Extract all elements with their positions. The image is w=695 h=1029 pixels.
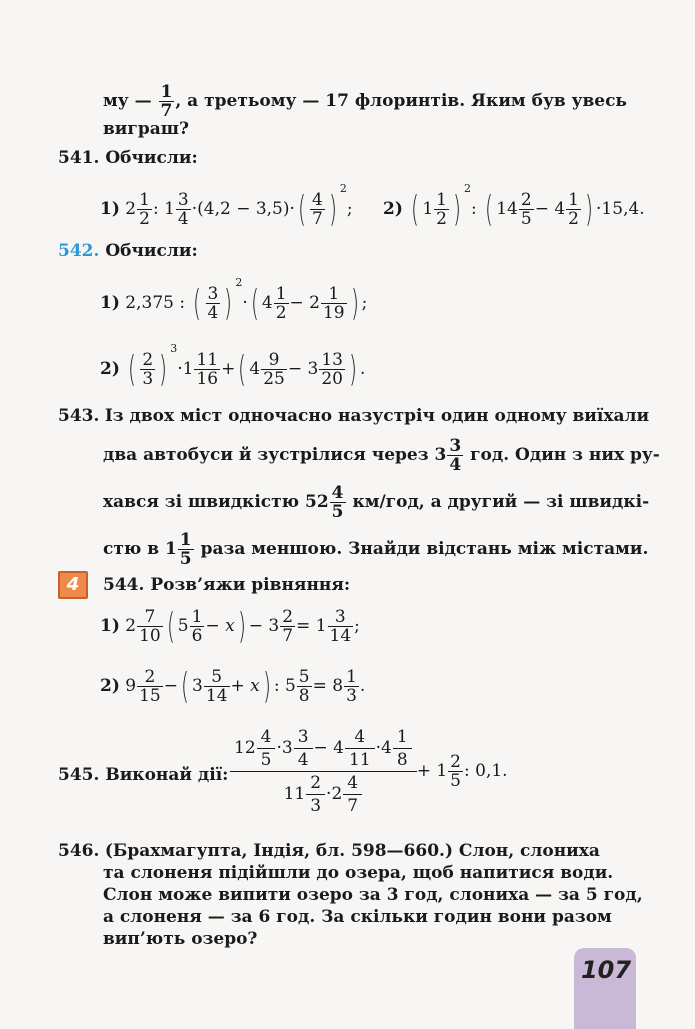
prev-line2: виграш? <box>103 119 189 139</box>
problem-543-line4: стю в 1 $\frac{1}{5}$ раза меншою. Знайди відстань між містами. <box>103 530 649 569</box>
problem-543-line1: 543. Із двох міст одночасно назустріч один одному виїхали <box>58 406 650 426</box>
expr-544-1: 1) 2 $\frac{7}{10}$ ( 5 $\frac{1}{6}$ − x) − 3 $\frac{2}{7}$ = 1 $\frac{3}{14}$ ; <box>100 605 360 647</box>
problem-546-line1: 546. (Брахмагупта, Індія, бл. 598—660.) Слон, слониха <box>58 841 600 861</box>
expr-542-1: 1) 2,375 : ( $\frac{3}{4}$ ) $^2$·( 4 $\frac{1}{2}$ − 2 $\frac{1}{19}$ ) ; <box>100 276 368 324</box>
expr-545: 12 $\frac{4}{5}$ ·3 $\frac{3}{4}$ − 4 $\frac{4}{11}$ ·4 $\frac{1}{8}$ 11 $\frac{2}{3}$ ·2 $\frac{4}{7}$ + 1 $\frac{2}{5}$ : 0,1. <box>230 728 508 815</box>
problem-544-header: 544. Розв’яжи рівняння: <box>103 575 351 595</box>
problem-545-header: 545. Виконай дії: <box>58 765 229 785</box>
fraction: $\frac{1}{7}$ <box>160 82 173 121</box>
problem-546-line2: та слоненя підійшли до озера, щоб напитися води. <box>103 863 614 883</box>
problem-546-line4: а слоненя — за 6 год. За скільки годин вони разом <box>103 907 612 927</box>
expr-541-2: 2) ( 1 $\frac{1}{2}$ ) $^2$: ( 14 $\frac{2}{5}$ − 4 $\frac{1}{2}$ ) ·15,4. <box>383 182 645 230</box>
problem-546-line5: вип’ють озеро? <box>103 929 258 949</box>
problem-543-line3: хався зі швидкістю 52 $\frac{4}{5}$ км/год, а другий — зі швидкі- <box>103 483 650 522</box>
prev-line1: му — $\frac{1}{7}$ , а третьому — 17 флоринтів. Яким був увесь <box>103 82 627 121</box>
expr-542-2: 2) ( $\frac{2}{3}$ ) $^3$·1 $\frac{11}{16}$ +( 4 $\frac{9}{25}$ − 3 $\frac{13}{20}$ ) . <box>100 342 366 390</box>
problem-542-header: 542. Обчисли: <box>58 241 198 261</box>
expr-544-2: 2) 9 $\frac{2}{15}$ −( 3 $\frac{5}{14}$ + x) : 5 $\frac{5}{8}$ = 8 $\frac{1}{3}$ . <box>100 665 366 707</box>
problem-543-line2: два автобуси й зустрілися через 3 $\frac{3}{4}$ год. Один з них ру- <box>103 436 660 475</box>
level-badge: 4 <box>58 571 88 599</box>
problem-546-line3: Слон може випити озеро за 3 год, слониха — за 5 год, <box>103 885 643 905</box>
page-number: 107 <box>580 956 632 984</box>
problem-541-header: 541. Обчисли: <box>58 148 198 168</box>
expr-541-1: 1) 2 $\frac{1}{2}$ : 1 $\frac{3}{4}$ ·(4,2 − 3,5)·( $\frac{4}{7}$ ) $^2$; <box>100 182 353 230</box>
